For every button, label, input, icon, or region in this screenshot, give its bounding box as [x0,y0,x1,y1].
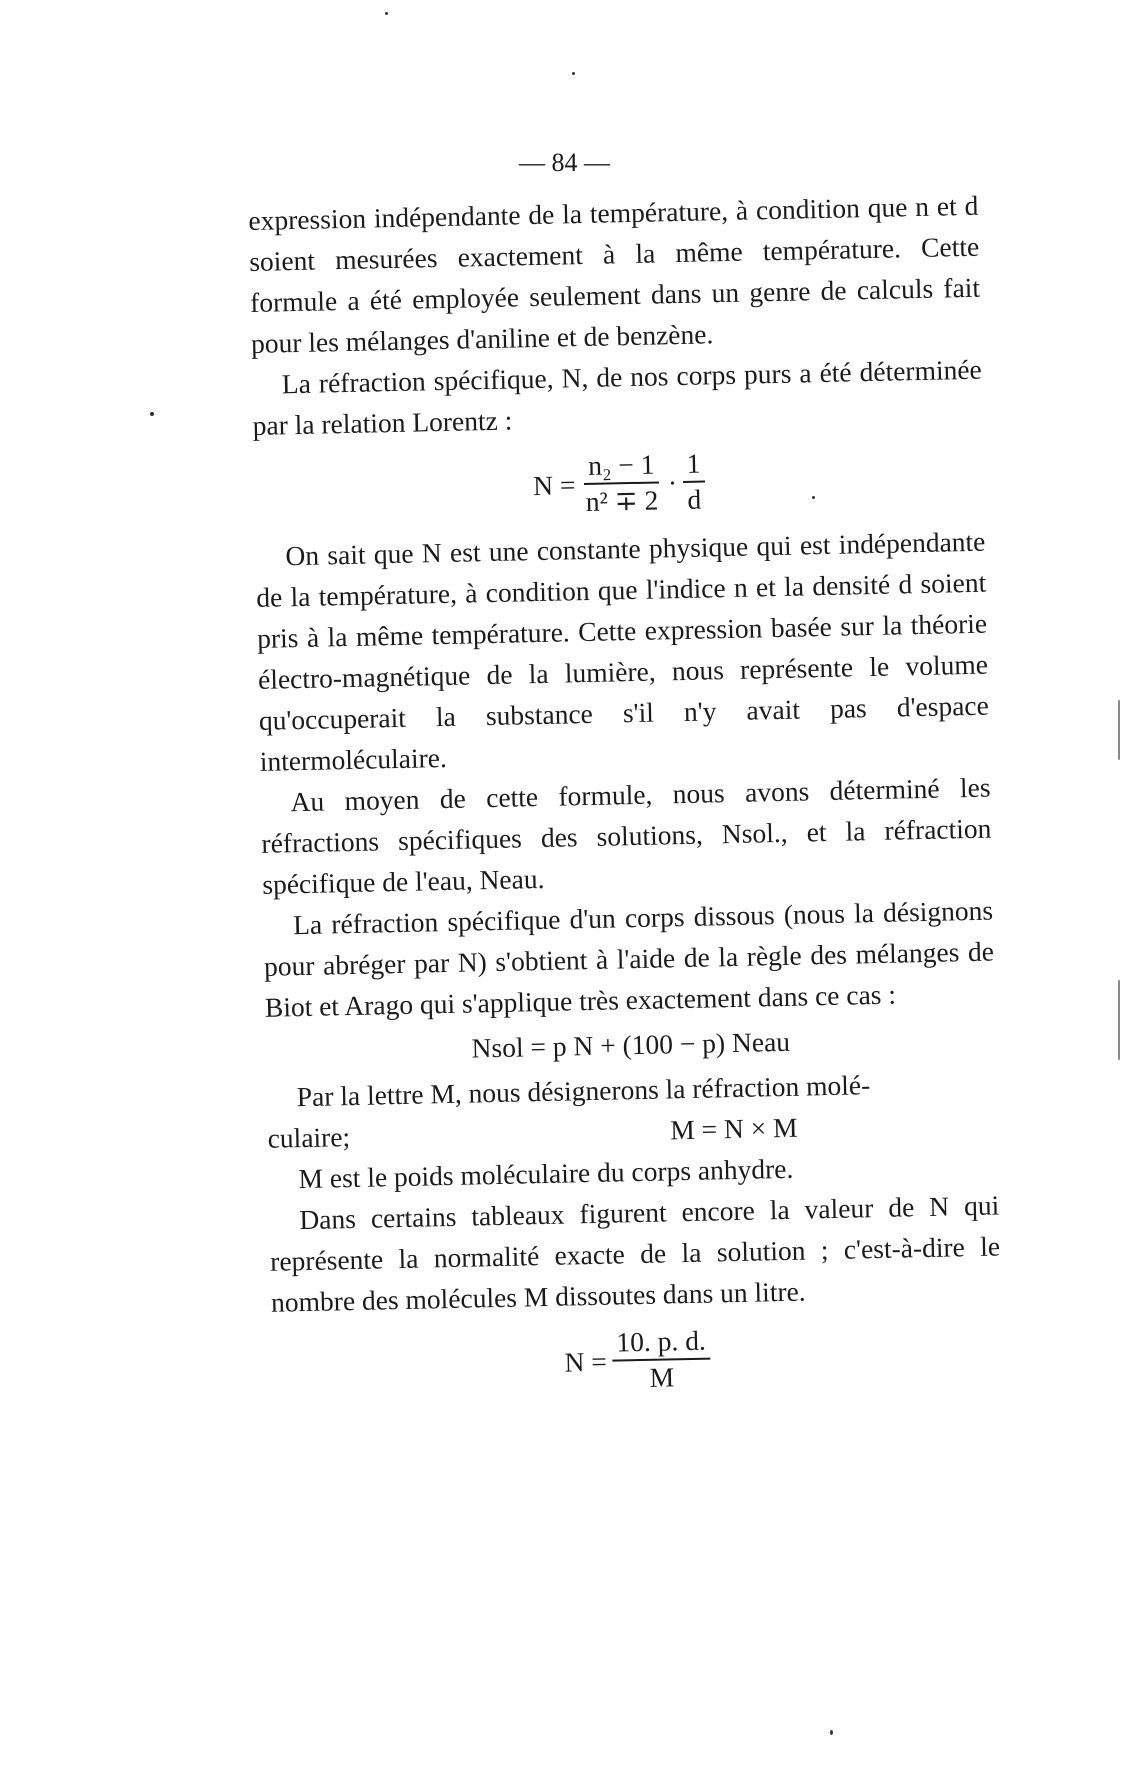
formula-lorentz-numerator-2: 1 [682,447,704,483]
scan-speck [572,72,575,75]
formula-lorentz-denominator-1: n² ∓ 2 [585,484,659,517]
scan-speck [385,12,388,15]
formula-lorentz-numerator-1: n₂ − 1 [584,447,659,485]
scan-edge-mark [1118,700,1120,760]
paragraph-7: M est le poids moléculaire du corps anhydre. [298,1152,794,1195]
scan-speck [812,496,815,499]
formula-lorentz-dot: · [667,466,678,498]
formula-lorentz-fraction-1 [581,447,663,519]
page-number: — 84 — [519,148,610,177]
scan-speck [150,412,154,416]
paragraph-5: La réfraction spécifique d'un corps dissous (nous la désignons pour abréger par N) s'obtient à l'aide de la règle des mélanges de Biot et Arago qui s'applique très exactement dans ce cas : [263,894,995,1023]
formula-lorentz [253,435,985,532]
paragraph-8: Dans certains tableaux figurent encore la valeur de N qui représente la normalité exacte de la solution ; c'est-à-dire le nombre des molécules M dissoutes dans un litre. [269,1189,1001,1318]
scan-edge-mark [1118,980,1120,1060]
body-text [248,185,1003,1413]
paragraph-6-end: culaire; [267,1121,351,1154]
formula-molecular-refraction: M = N × M [669,1111,798,1146]
formula-lorentz-denominator-2: d [687,483,702,515]
formula-lorentz-lhs: N = [532,468,576,501]
formula-normality-lhs: N = [564,1345,608,1378]
paragraph-1: expression indépendante de la température, à condition que n et d soient mesurées exactement à la même température. Cette formule a été employée seulement dans un genre de calculs fait pour les mélanges d'aniline et de benzène. [248,189,981,359]
formula-normality-denominator: M [649,1361,675,1393]
paragraph-2: La réfraction spécifique, N, de nos corps purs a été déterminée par la relation Lorentz : [252,353,983,441]
formula-lorentz-fraction-2 [682,447,705,517]
formula-normality [272,1311,1004,1408]
paragraph-3: On sait que N est une constante physique qui est indépendante de la température, à condition que l'indice n et la densité d soient pris à la même température. Cette expression basée sur la théorie électro-magnétique de la lumière, nous représente le volume qu'occuperait la substance s'il n'y avait pas d'espace intermoléculaire. [256,525,990,777]
scan-speck [830,1730,833,1735]
paragraph-4: Au moyen de cette formule, nous avons déterminé les réfractions spécifiques des solutions, Nsol., et la réfraction spécifique de l'eau, Neau. [261,771,992,900]
formula-mixture-rule: Nsol = p N + (100 − p) Neau [471,1025,791,1064]
formula-normality-numerator: 10. p. d. [612,1324,710,1362]
formula-normality-fraction [612,1324,711,1396]
paragraph-6: Par la lettre M, nous désignerons la réfraction molé- [296,1069,871,1113]
